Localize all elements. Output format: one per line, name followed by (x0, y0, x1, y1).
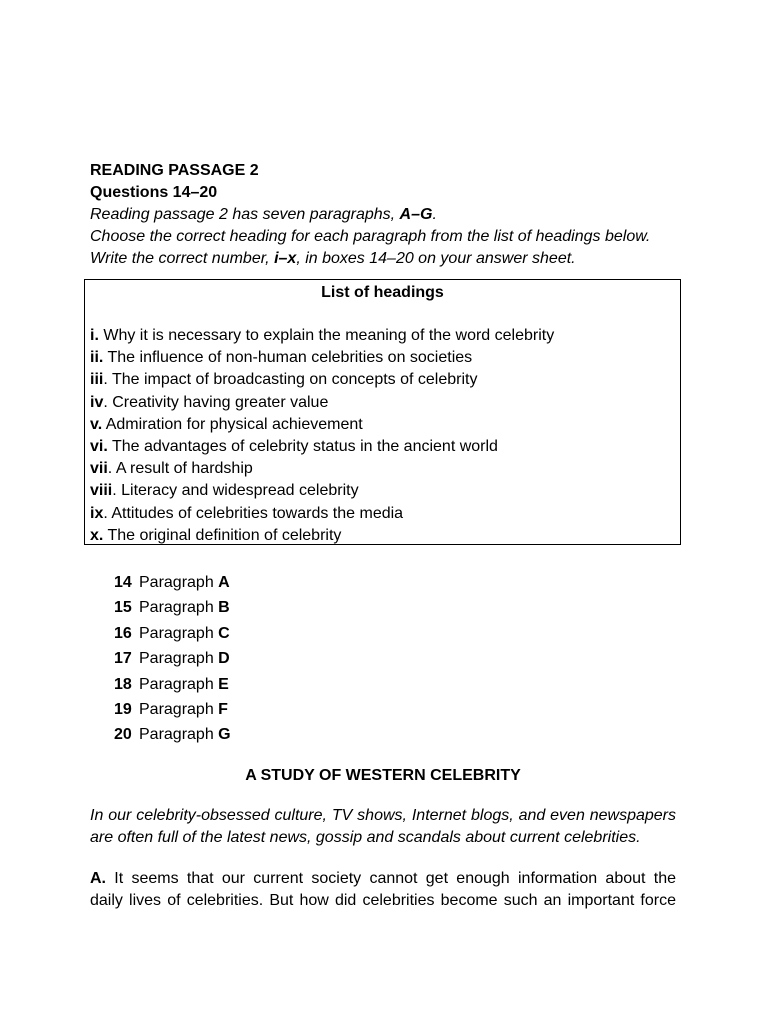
paragraph-line: daily lives of celebrities. But how did celebrities become such an important force (90, 892, 676, 909)
heading-item: vi. The advantages of celebrity status in the ancient world (90, 438, 498, 456)
heading-item: iv. Creativity having greater value (90, 393, 329, 411)
instruction-write-number: Write the correct number, i–x, in boxes 14–20 on your answer sheet. (90, 250, 576, 267)
heading-item: v. Admiration for physical achievement (90, 415, 363, 433)
instructions-block (90, 160, 676, 270)
question-item: 19 Paragraph F (114, 701, 228, 719)
heading-list (90, 325, 554, 547)
heading-item: viii. Literacy and widespread celebrity (90, 482, 359, 500)
paragraph-line: A. It seems that our current society cannot get enough information about the (90, 870, 676, 887)
heading-item: x. The original definition of celebrity (90, 526, 342, 544)
question-item: 14 Paragraph A (114, 574, 230, 591)
heading-item: i. Why it is necessary to explain the meaning of the word celebrity (90, 327, 555, 344)
question-item: 16 Paragraph C (114, 624, 230, 642)
section-title: READING PASSAGE 2 (90, 162, 259, 179)
heading-item: vii. A result of hardship (90, 460, 253, 478)
question-item: 20 Paragraph G (114, 726, 231, 744)
intro-line: are often full of the latest news, gossip and scandals about current celebrities. (90, 829, 641, 846)
headings-box (84, 279, 681, 545)
question-list (114, 570, 231, 748)
heading-item: ii. The influence of non-human celebrities on societies (90, 349, 473, 367)
heading-item: iii. The impact of broadcasting on concepts of celebrity (90, 371, 478, 389)
headings-box-title: List of headings (321, 284, 444, 301)
heading-item: ix. Attitudes of celebrities towards the media (90, 504, 404, 522)
passage-title: A STUDY OF WESTERN CELEBRITY (245, 767, 521, 784)
passage-intro (90, 805, 676, 849)
question-item: 15 Paragraph B (114, 599, 230, 617)
intro-line: In our celebrity-obsessed culture, TV shows, Internet blogs, and even newspapers (90, 807, 676, 824)
instruction-paragraphs: Reading passage 2 has seven paragraphs, A–G. (90, 206, 437, 223)
questions-range: Questions 14–20 (90, 184, 218, 201)
paragraph-a (90, 868, 676, 912)
instruction-choose-heading: Choose the correct heading for each paragraph from the list of headings below. (90, 228, 651, 245)
question-item: 18 Paragraph E (114, 675, 229, 693)
question-item: 17 Paragraph D (114, 650, 230, 668)
